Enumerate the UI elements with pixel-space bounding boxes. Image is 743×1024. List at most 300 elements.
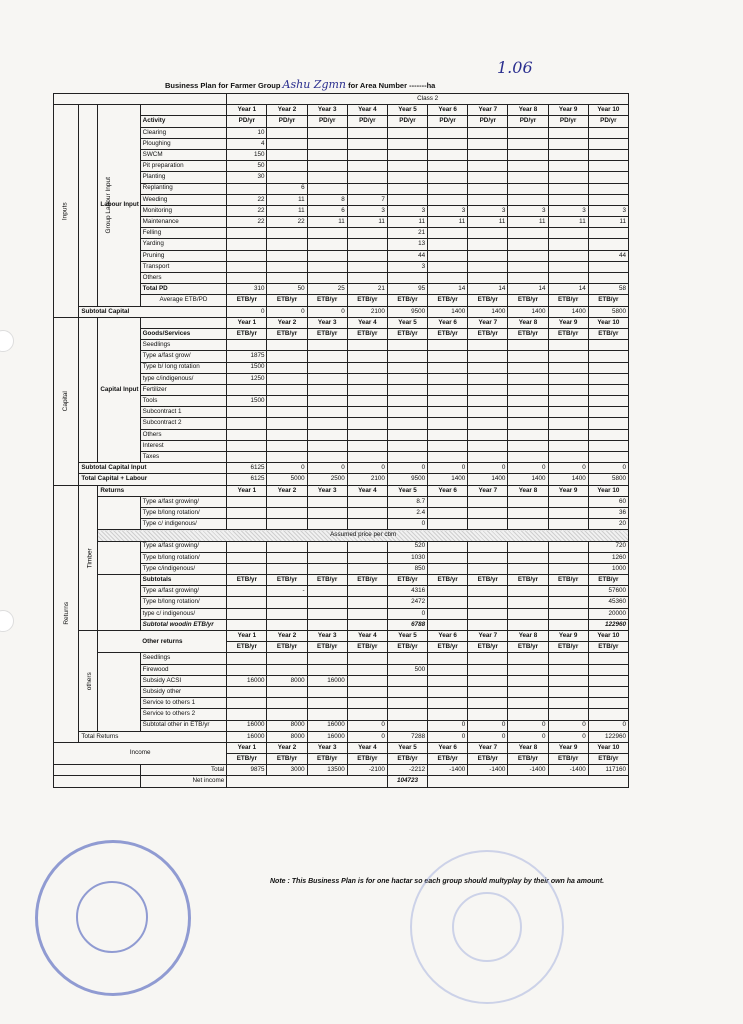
value-cell (227, 261, 267, 272)
labour-activity-row (54, 273, 629, 284)
activity-label: Maintenance (140, 217, 227, 228)
unit-cell: ETB/yr (307, 575, 347, 586)
value-cell (548, 496, 588, 507)
blank-cell (98, 653, 140, 731)
value-cell (468, 552, 508, 563)
value-cell: 14 (548, 284, 588, 295)
value-cell: 16000 (307, 720, 347, 731)
labour-activity-row (54, 261, 629, 272)
value-cell (307, 351, 347, 362)
value-cell (548, 586, 588, 597)
labour-activity-row (54, 217, 629, 228)
value-cell (428, 563, 468, 574)
value-cell (347, 384, 387, 395)
capital-item-label: Tools (140, 396, 227, 407)
unit-cell: ETB/yr (548, 328, 588, 339)
value-cell (588, 384, 628, 395)
value-cell (267, 519, 307, 530)
income-year-row (54, 742, 629, 753)
capital-item-label: Interest (140, 440, 227, 451)
unit-cell: PD/yr (588, 116, 628, 127)
year-header: Year 4 (347, 485, 387, 496)
unit-cell: ETB/yr (588, 642, 628, 653)
value-cell: 0 (588, 720, 628, 731)
value-cell (468, 563, 508, 574)
year-header: Year 9 (548, 105, 588, 116)
activity-label: Ploughing (140, 138, 227, 149)
value-cell (428, 507, 468, 518)
value-cell (267, 709, 307, 720)
net-income-value: 104723 (387, 776, 427, 787)
value-cell (428, 664, 468, 675)
unit-cell: ETB/yr (227, 642, 267, 653)
value-cell: 4316 (387, 586, 427, 597)
value-cell (468, 194, 508, 205)
punch-hole (0, 330, 14, 352)
value-cell: 0 (548, 720, 588, 731)
value-cell (588, 709, 628, 720)
business-plan-table (53, 93, 629, 788)
inputs-label-text: Inputs (61, 202, 69, 220)
other-return-label: Service to others 2 (140, 709, 227, 720)
value-cell: -1400 (468, 765, 508, 776)
right-seal-stamp (410, 850, 564, 1004)
value-cell (347, 407, 387, 418)
value-cell: 0 (428, 731, 468, 742)
value-cell: 0 (347, 720, 387, 731)
value-cell (307, 161, 347, 172)
unit-cell: ETB/yr (267, 642, 307, 653)
value-cell (588, 362, 628, 373)
value-cell (508, 384, 548, 395)
value-cell (307, 273, 347, 284)
capital-item-row (54, 418, 629, 429)
value-cell: 21 (347, 284, 387, 295)
value-cell (227, 183, 267, 194)
labour-total-row (54, 284, 629, 295)
value-cell (548, 608, 588, 619)
value-cell (227, 597, 267, 608)
value-cell: 0 (508, 463, 548, 474)
other-return-label: Subsidy ACSI (140, 675, 227, 686)
value-cell (588, 161, 628, 172)
value-cell: 3 (387, 261, 427, 272)
title-middle: for Area Number (348, 81, 408, 90)
value-cell: 11 (468, 217, 508, 228)
value-cell (428, 519, 468, 530)
year-header: Year 6 (428, 317, 468, 328)
year-header: Year 6 (428, 105, 468, 116)
value-cell (267, 228, 307, 239)
value-cell (347, 552, 387, 563)
unit-cell: ETB/yr (428, 754, 468, 765)
value-cell (588, 452, 628, 463)
value-cell (508, 519, 548, 530)
value-cell (387, 149, 427, 160)
year-header: Year 4 (347, 105, 387, 116)
value-cell (428, 149, 468, 160)
value-cell (508, 675, 548, 686)
value-cell: 22 (227, 205, 267, 216)
value-cell (468, 407, 508, 418)
value-cell (267, 351, 307, 362)
value-cell: 1400 (468, 474, 508, 485)
value-cell: 22 (227, 217, 267, 228)
value-cell (227, 418, 267, 429)
year-header: Year 6 (428, 485, 468, 496)
value-cell: 22 (227, 194, 267, 205)
year-header: Year 8 (508, 631, 548, 642)
timber-value-row (54, 586, 629, 597)
value-cell: 11 (548, 217, 588, 228)
year-header: Year 1 (227, 317, 267, 328)
year-header: Year 9 (548, 742, 588, 753)
labour-activity-row (54, 250, 629, 261)
year-header: Year 8 (508, 317, 548, 328)
year-header: Year 2 (267, 105, 307, 116)
labour-activity-row (54, 194, 629, 205)
volume-label: Type c/ indigenous/ (140, 519, 227, 530)
year-header: Year 5 (387, 631, 427, 642)
value-cell (548, 418, 588, 429)
value-cell (267, 172, 307, 183)
unit-cell: ETB/yr (307, 295, 347, 306)
returns-volume-row (54, 496, 629, 507)
value-cell (508, 608, 548, 619)
value-cell: 1250 (227, 373, 267, 384)
activity-label: Others (140, 273, 227, 284)
value-cell (387, 418, 427, 429)
value-cell (227, 664, 267, 675)
activity-label: Clearing (140, 127, 227, 138)
value-cell (548, 686, 588, 697)
year-header: Year 1 (227, 105, 267, 116)
value-cell: 1875 (227, 351, 267, 362)
value-cell (508, 619, 548, 630)
unit-cell: PD/yr (347, 116, 387, 127)
value-cell (588, 698, 628, 709)
capital-item-label: Type a/fast grow/ (140, 351, 227, 362)
value-cell: 11 (588, 217, 628, 228)
value-cell (227, 686, 267, 697)
value-cell (307, 239, 347, 250)
labour-activity-row (54, 228, 629, 239)
value-cell (508, 261, 548, 272)
value-cell (508, 138, 548, 149)
capital-item-row (54, 452, 629, 463)
value-cell (227, 228, 267, 239)
value-cell (508, 597, 548, 608)
value-cell (267, 127, 307, 138)
value-cell (468, 452, 508, 463)
unit-cell: PD/yr (307, 116, 347, 127)
value-cell (428, 250, 468, 261)
value-cell (468, 698, 508, 709)
value-cell (508, 664, 548, 675)
value-cell (588, 183, 628, 194)
value-cell (387, 429, 427, 440)
value-cell: 0 (347, 731, 387, 742)
value-cell (347, 250, 387, 261)
value-cell: 2100 (347, 306, 387, 317)
value-cell (548, 541, 588, 552)
value-cell (428, 161, 468, 172)
value-cell (588, 675, 628, 686)
value-cell (428, 418, 468, 429)
value-cell (347, 496, 387, 507)
value-cell (307, 496, 347, 507)
unit-cell: ETB/yr (387, 754, 427, 765)
year-header: Year 3 (307, 631, 347, 642)
title-prefix: Business Plan for Farmer Group (165, 81, 281, 90)
value-cell (548, 228, 588, 239)
year-header: Year 10 (588, 105, 628, 116)
value-cell (387, 127, 427, 138)
value-cell (347, 127, 387, 138)
value-cell: -1400 (548, 765, 588, 776)
value-cell: 30 (227, 172, 267, 183)
capital-item-row (54, 396, 629, 407)
value-cell (387, 183, 427, 194)
value-cell: 14 (428, 284, 468, 295)
blank-cell (54, 94, 227, 105)
value-cell (307, 541, 347, 552)
title-suffix: -------ha (409, 81, 436, 90)
value-cell (468, 586, 508, 597)
value-cell (347, 183, 387, 194)
capital-item-label: Fertilizer (140, 384, 227, 395)
value-cell (508, 194, 548, 205)
value-cell (508, 429, 548, 440)
value-cell: -2212 (387, 765, 427, 776)
value-cell: 6 (307, 205, 347, 216)
value-cell (267, 452, 307, 463)
value-cell (588, 407, 628, 418)
value-cell (267, 250, 307, 261)
capital-input-label: Capital Input (98, 317, 140, 462)
value-cell (387, 194, 427, 205)
capital-item-row (54, 384, 629, 395)
value-cell: 2100 (347, 474, 387, 485)
value-cell (307, 172, 347, 183)
value-cell (548, 396, 588, 407)
value-cell: 1400 (468, 306, 508, 317)
total-pd-label: Total PD (140, 284, 227, 295)
value-cell: 8000 (267, 720, 307, 731)
value-cell: 4 (227, 138, 267, 149)
unit-cell: ETB/yr (307, 754, 347, 765)
activity-label: Pruning (140, 250, 227, 261)
value-cell (428, 675, 468, 686)
net-income-label: Net income (140, 776, 227, 787)
value-cell (428, 373, 468, 384)
price-label: Type c/indigenous/ (140, 563, 227, 574)
unit-cell: ETB/yr (347, 328, 387, 339)
labour-activity-row (54, 205, 629, 216)
value-cell (227, 273, 267, 284)
income-label: Income (54, 742, 227, 764)
value-cell (307, 250, 347, 261)
value-cell (347, 273, 387, 284)
value-cell (548, 407, 588, 418)
value-cell: 1400 (508, 306, 548, 317)
value-cell (347, 541, 387, 552)
unit-cell: PD/yr (508, 116, 548, 127)
value-cell (267, 507, 307, 518)
capital-total-label: Total Capital + Labour (79, 474, 227, 485)
year-header: Year 5 (387, 105, 427, 116)
unit-cell: ETB/yr (508, 642, 548, 653)
value-cell (508, 552, 548, 563)
value-cell (428, 407, 468, 418)
value-cell: 16000 (307, 675, 347, 686)
value-cell (267, 161, 307, 172)
value-cell: 1400 (428, 474, 468, 485)
value-cell (508, 340, 548, 351)
value-cell: 6 (267, 183, 307, 194)
value-cell (387, 440, 427, 451)
labour-unit-row (54, 116, 629, 127)
value-cell: 3 (387, 205, 427, 216)
timber-value-row (54, 597, 629, 608)
value-cell: 0 (428, 463, 468, 474)
unit-cell: ETB/yr (468, 642, 508, 653)
value-cell (347, 597, 387, 608)
capital-item-label: Seedlings (140, 340, 227, 351)
labour-activity-row (54, 138, 629, 149)
value-cell (428, 127, 468, 138)
unit-cell: ETB/yr (468, 328, 508, 339)
other-return-row (54, 653, 629, 664)
value-label: type c/ indigenous/ (140, 608, 227, 619)
value-cell: 8000 (267, 675, 307, 686)
year-header: Year 7 (468, 485, 508, 496)
value-cell: 122960 (588, 619, 628, 630)
value-cell (548, 698, 588, 709)
value-cell (548, 239, 588, 250)
capital-item-label: Others (140, 429, 227, 440)
value-cell (548, 507, 588, 518)
year-header: Year 7 (468, 105, 508, 116)
value-cell: 58 (588, 284, 628, 295)
value-cell (267, 429, 307, 440)
others-side-label (79, 631, 98, 732)
value-cell (387, 720, 427, 731)
value-cell (267, 261, 307, 272)
activity-label: Pit preparation (140, 161, 227, 172)
value-cell (347, 653, 387, 664)
group-labour-label (79, 105, 113, 306)
other-return-label: Seedlings (140, 653, 227, 664)
capital-side-label (54, 317, 79, 485)
other-subtotal-label: Subtotal other in ETB/yr (140, 720, 227, 731)
value-cell (588, 429, 628, 440)
value-cell (468, 149, 508, 160)
year-header: Year 3 (307, 105, 347, 116)
year-header: Year 2 (267, 485, 307, 496)
value-cell (468, 362, 508, 373)
other-return-row (54, 686, 629, 697)
value-cell (387, 362, 427, 373)
value-cell (508, 440, 548, 451)
value-cell: 13 (387, 239, 427, 250)
value-cell (428, 429, 468, 440)
value-cell (307, 709, 347, 720)
unit-cell: ETB/yr (588, 754, 628, 765)
value-cell (227, 619, 267, 630)
total-returns-row (54, 731, 629, 742)
unit-cell: ETB/yr (428, 575, 468, 586)
labour-activity-row (54, 172, 629, 183)
value-cell (347, 228, 387, 239)
other-returns-year-row (54, 631, 629, 642)
value-cell: 3 (548, 205, 588, 216)
value-cell (307, 407, 347, 418)
value-cell (508, 541, 548, 552)
value-cell (548, 351, 588, 362)
value-cell (588, 194, 628, 205)
year-header: Year 3 (307, 317, 347, 328)
value-cell: 0 (548, 731, 588, 742)
value-cell (227, 698, 267, 709)
unit-cell: ETB/yr (468, 295, 508, 306)
value-cell (468, 429, 508, 440)
unit-cell: ETB/yr (548, 754, 588, 765)
value-cell (307, 452, 347, 463)
blank-cell (79, 317, 98, 462)
value-cell (307, 418, 347, 429)
value-cell (508, 172, 548, 183)
value-cell (508, 653, 548, 664)
value-cell: 25 (307, 284, 347, 295)
value-cell: 0 (548, 463, 588, 474)
value-cell: 3000 (267, 765, 307, 776)
value-cell: 1400 (508, 474, 548, 485)
value-cell (307, 686, 347, 697)
net-income-row (54, 776, 629, 787)
value-cell (548, 183, 588, 194)
value-cell (387, 273, 427, 284)
year-header: Year 8 (508, 742, 548, 753)
value-cell (428, 608, 468, 619)
labour-avg-row (54, 295, 629, 306)
value-cell (468, 396, 508, 407)
value-cell (347, 261, 387, 272)
value-cell (307, 586, 347, 597)
value-cell (347, 709, 387, 720)
value-cell (227, 340, 267, 351)
value-cell (428, 194, 468, 205)
value-cell: 0 (468, 731, 508, 742)
value-cell (227, 239, 267, 250)
value-cell (428, 183, 468, 194)
income-total-row (54, 765, 629, 776)
value-cell: 11 (347, 217, 387, 228)
value-cell (468, 351, 508, 362)
value-cell (307, 597, 347, 608)
others-side-label-text: others (86, 671, 94, 690)
value-cell (227, 384, 267, 395)
value-cell: 3 (588, 205, 628, 216)
activity-label: Monitoring (140, 205, 227, 216)
value-cell (508, 586, 548, 597)
value-cell: 11 (267, 205, 307, 216)
value-cell: 7 (347, 194, 387, 205)
value-cell (508, 496, 548, 507)
left-seal-stamp (35, 840, 191, 996)
unit-cell: ETB/yr (267, 575, 307, 586)
value-cell (347, 619, 387, 630)
